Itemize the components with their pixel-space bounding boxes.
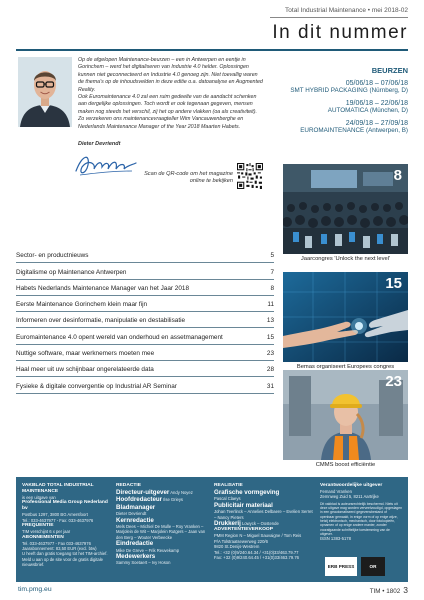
intro-paragraph: Ook Euromaintenance 4.0 zal een ruim gedeelte van de aandacht schenken aan dergelijke oplossingen. Toch wordt er ook tegenaan gegeven, mensen maken nog steeds het verschil, zij het op andere vlakken (oa als creativiteit). Zo verzekeren ons maintenancevraagteller Wim Vancauwenberghe en Nederlands Maintenance Manager of the Year 2018 Maarten Habets. [78, 94, 258, 130]
toc-entry-page: 11 [267, 301, 274, 309]
toc-entry[interactable] [16, 312, 274, 328]
feature-page-number: 8 [393, 167, 402, 184]
qr-code[interactable] [237, 163, 263, 189]
page-footer [16, 585, 408, 597]
colophon-line: PMM Region N – Miguel Sauvaigne / Tom Reis [214, 533, 302, 539]
toc-entry[interactable] [16, 247, 274, 263]
colophon-person: Mels Dees – Michiel De Mulle – Roy Vranken – Marjolein de Wit – Marjolein Rutgers – Jaan van den Berg – Wouter Verbeecke [116, 524, 206, 540]
colophon-line: is een uitgave van [22, 495, 56, 500]
trade-fair-name: EUROMAINTENANCE (Antwerpen, B) [300, 127, 408, 134]
feature-page-number: 15 [385, 275, 402, 292]
toc-entry-title: Digitalisme op Maintenance Antwerpen [16, 268, 127, 276]
colophon-subheading: ADVERTENTIEVERKOOP [214, 527, 273, 533]
page-number: 3 [403, 585, 408, 595]
colophon-role: Bladmanager [116, 503, 156, 511]
editor-portrait [18, 57, 72, 127]
feature-page-number: 23 [385, 373, 402, 390]
table-of-contents [16, 247, 274, 394]
colophon-line: Fax: +32 (0)9/240.64.45 / +31(0)33/463.79.76 [214, 555, 299, 561]
colophon-line: Jaarabonnement: 83,50 EUR (excl. btw) [22, 546, 97, 552]
feature-caption: Jaarcongres 'Unlock the next level' [300, 256, 391, 262]
erb-press-logo: ERB PRESS [325, 557, 357, 576]
trade-fair-dates: 24/09/18 – 27/09/18 [345, 120, 408, 127]
trade-fairs-title: BEURZEN [371, 66, 408, 75]
intro-paragraph: Op de afgelopen Maintenance-beurzen – een in Antwerpen en eentje in Gorinchem – werd het digitaliseren van Industrie 4.0 helder. Oplossingen kunnen niet geconnecteerd en Industrie 4.0 genoeg zijn. Niet toevallig waren de thema's op de inhoudsvelden in deze editie o.a. datoanalyse en Augmented Reality. [78, 57, 263, 93]
feature-photo-robotic-hand[interactable] [283, 272, 408, 362]
toc-entry-title: Fysieke & digitale convergentie op Industrial AR Seminar [16, 382, 177, 390]
toc-entry-title: Habets Nederlands Maintenance Manager van het Jaar 2018 [16, 284, 190, 292]
colophon-role: Hoofdredacteur [116, 496, 163, 504]
toc-entry-page: 5 [270, 252, 274, 260]
colophon-line: P/A Tolstraatsewerweg 220/6 [214, 538, 268, 544]
or-logo: OR [361, 557, 385, 576]
partner-logos [325, 557, 385, 576]
colophon-line: Postbus 1297, 3800 BG Amersfoort [22, 512, 88, 518]
colophon-line: Zemnweg Zuid 5, 8211 Aartrijke [320, 494, 379, 500]
colophon-heading: Verantwoordelijke uitgever [320, 483, 383, 488]
colophon-production [214, 483, 314, 560]
trade-fair-item [280, 100, 408, 114]
toc-entry-page: 13 [266, 317, 274, 325]
colophon-line: TIM verschijnt 6 x per jaar [22, 529, 71, 535]
editorial-intro [78, 57, 264, 131]
editor-name: Dieter Devriendt [78, 141, 121, 147]
colophon-person: Sammy Soetaert – Ivy Hoson [116, 560, 171, 566]
toc-entry[interactable] [16, 280, 274, 296]
colophon-role: Eindredactie [116, 540, 154, 548]
colophon [16, 477, 408, 582]
colophon-line: ISSN 1383-5178 [320, 536, 351, 542]
toc-entry-page: 28 [266, 366, 274, 374]
toc-entry-title: Nuttige software, maar werknemers moeten mee [16, 350, 155, 358]
colophon-person: Pascal Claeys [214, 496, 241, 502]
colophon-person: Lowyck – Oostende [242, 521, 279, 527]
toc-entry-title: Eerste Maintenance Gorinchem klein maar fijn [16, 301, 148, 309]
colophon-person: Ilse Grieys [163, 497, 184, 503]
colophon-copyright: Dit vakblad is auteursrechtelijk beschermd. Niets uit deze uitgave mag worden verveelvoudigd, opgeslagen in een geautomatiseerd gegevensbestand of openbaar gemaakt, in enige vorm of op enige wijze, hetzij elektronisch, mechanisch, door fotokopieën, opnamen of op enige andere manier, zonder voorafgaande schriftelijke toestemming van de uitgever. [320, 501, 402, 536]
colophon-line: Tel.: +32 (0)9/240.64.34 / +31(0)33/463.79.77 [214, 549, 299, 555]
trade-fair-dates: 05/06/18 – 07/06/18 [345, 80, 408, 87]
colophon-line: Femand Vranken [320, 489, 352, 494]
trade-fair-dates: 19/06/18 – 22/06/18 [345, 100, 408, 107]
qr-caption: Scan de QR-code om het magazine online te bekijken [144, 171, 233, 185]
trade-fair-name: SMT HYBRID PACKAGING (Nürnberg, D) [290, 87, 408, 94]
magazine-issue-line: Total Industrial Maintenance • mei 2018-02 [285, 7, 408, 14]
page-header [0, 0, 424, 52]
page-title: In dit nummer [272, 22, 408, 43]
colophon-role: Drukkerij [214, 520, 241, 528]
colophon-person: Andy Noyez [170, 490, 193, 495]
trade-fair-name: AUTOMATICA (München, D) [327, 107, 408, 114]
colophon-role: Kernredactie [116, 516, 154, 524]
toc-entry-title: Euromaintenance 4.0 opent wereld van onderhoud en assetmanagement [16, 333, 223, 341]
colophon-line: Tel. 033-4637977 - Fax 033-4637976 [22, 540, 91, 546]
page-code: TIM • 1802 [369, 588, 401, 595]
title-rule [16, 49, 408, 51]
editor-signature [72, 149, 140, 179]
colophon-subheading: ABONNEMENTEN [22, 534, 64, 540]
congress-hall-image [283, 164, 408, 254]
toc-entry-page: 7 [270, 268, 274, 276]
colophon-line: Tel.: 033-4637977 - Fax: 033-4637976 [22, 517, 94, 523]
colophon-line: Professional Media Group Nederland bv [22, 500, 108, 512]
colophon-role: Directeur-uitgever [116, 489, 170, 496]
toc-entry[interactable] [16, 361, 274, 377]
toc-entry[interactable] [16, 263, 274, 279]
toc-entry-page: 15 [266, 333, 274, 341]
colophon-editorial [116, 483, 208, 566]
colophon-line: 9820 St.Denijs-Westrem [214, 544, 260, 550]
feature-caption: CMMS boost efficiëntie [315, 462, 376, 468]
feature-photo-congress[interactable] [283, 164, 408, 254]
colophon-line: U heeft dan gratis toegang tot het TIM-archief. Meld u aan op de site voor de gratis digitale nieuwsbrief. [22, 551, 108, 568]
colophon-heading: VAKBLAD TOTAL INDUSTRIAL MAINTENANCE [22, 483, 94, 494]
colophon-role: Publicitair materiaal [214, 501, 273, 509]
colophon-person: Mike De Greve – Frik Reuvekamp [116, 547, 180, 553]
colophon-heading: REALISATIE [214, 483, 243, 488]
editor-portrait-graphic [18, 57, 72, 127]
trade-fair-item [280, 120, 408, 134]
toc-entry-title: Haal meer uit uw schijnbaar ongerelateerde data [16, 366, 154, 374]
colophon-person: Johan Teerlinck – Annelies Delbaere – Evelien Serret – Nancy Pieters [214, 509, 313, 520]
colophon-role: Grafische vormgeving [214, 489, 280, 496]
toc-entry-title: Informeren over desinformatie, manipulatie en destabilisatie [16, 317, 186, 325]
toc-entry[interactable] [16, 296, 274, 312]
header-rule [270, 17, 408, 18]
colophon-heading: REDACTIE [116, 483, 141, 488]
toc-entry[interactable] [16, 377, 274, 393]
toc-entry-page: 23 [266, 350, 274, 358]
colophon-role: Medewerkers [116, 553, 156, 561]
toc-entry-page: 8 [270, 284, 274, 292]
toc-entry[interactable] [16, 328, 274, 344]
website-link[interactable]: tim.pmg.eu [18, 586, 52, 593]
colophon-publisher [22, 483, 110, 568]
feature-caption: Bemas organiseert Europees congres [296, 364, 395, 370]
colophon-person: Dieter Devriendt [116, 511, 147, 517]
toc-entry-page: 31 [266, 382, 274, 390]
toc-entry-title: Sector- en productnieuws [16, 252, 89, 260]
page-info [370, 585, 408, 595]
colophon-responsible-publisher [320, 483, 402, 542]
colophon-subheading: FREQUENTIE [22, 523, 54, 529]
trade-fair-item [280, 80, 408, 94]
trade-fairs-box [280, 66, 408, 140]
toc-entry[interactable] [16, 345, 274, 361]
feature-photo-worker[interactable] [283, 370, 408, 460]
